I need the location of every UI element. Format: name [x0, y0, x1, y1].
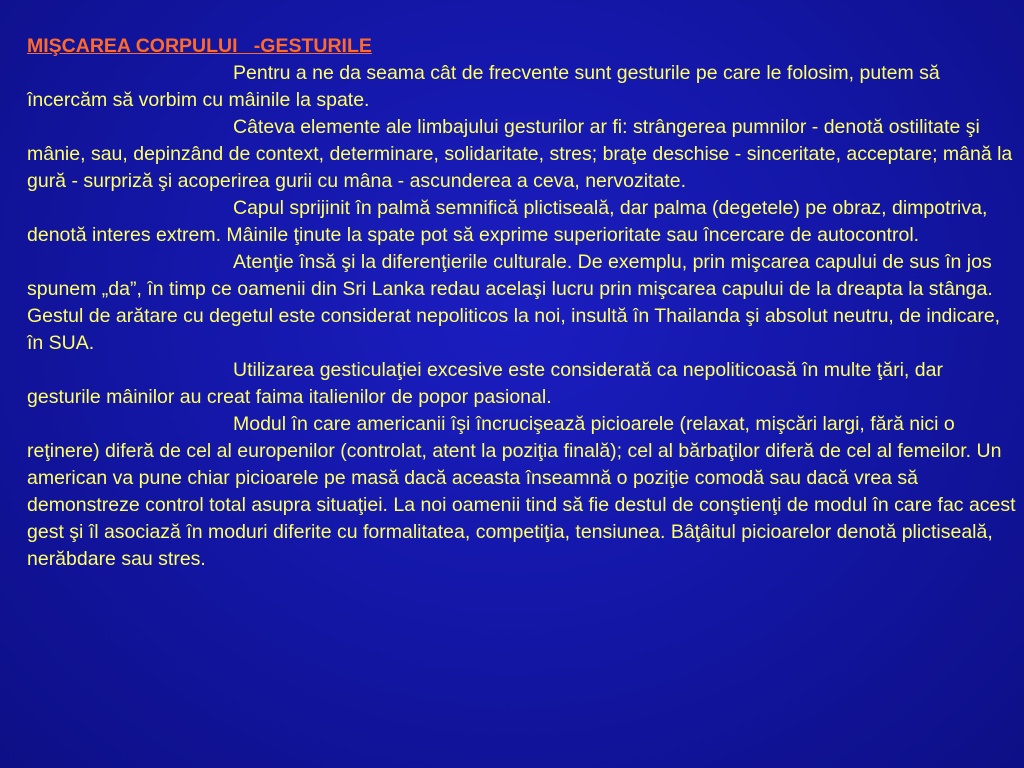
paragraph-6: Modul în care americanii îşi încrucişează picioarele (relaxat, mişcări largi, fără nici o reţinere) diferă de cel al europenilor (controlat, atent la poziţia finală); cel al bărbaţilor diferă de cel al femeilor. Un american va pune chiar picioarele pe masă dacă aceasta înseamnă o poziţie comodă sau dacă vrea să demonstreze control total asupra situaţiei. La noi oamenii tind să fie destul de conştienţi de modul în care fac acest gest şi îl asociază în moduri diferite cu formalitatea, competiţia, tensiunea. Bâţâitul picioarelor denotă plictiseală, nerăbdare sau stres.	[27, 413, 1016, 570]
paragraph-1: Pentru a ne da seama cât de frecvente sunt gesturile pe care le folosim, putem să încercăm să vorbim cu mâinile la spate.	[27, 62, 940, 111]
paragraph-4: Atenţie însă şi la diferenţierile culturale. De exemplu, prin mişcarea capului de sus în jos spunem „da”, în timp ce oamenii din Sri Lanka redau acelaşi lucru prin mişcarea capului de la dreapta la stânga. Gestul de arătare cu degetul este considerat nepoliticos la noi, insultă în Thailanda şi absolut neutru, de indicare, în SUA.	[27, 251, 1001, 354]
paragraph-5: Utilizarea gesticulaţiei excesive este considerată ca nepoliticoasă în multe ţări, dar gesturile mâinilor au creat faima italienilor de popor pasional.	[27, 359, 943, 408]
slide-title: MIŞCAREA CORPULUI -GESTURILE	[27, 35, 372, 57]
slide-content	[27, 33, 1017, 573]
paragraph-2: Câteva elemente ale limbajului gesturilor ar fi: strângerea pumnilor - denotă ostilitate şi mânie, sau, depinzând de context, determinare, solidaritate, stres; braţe deschise - sinceritate, acceptare; mână la gură - surpriză şi acoperirea gurii cu mâna - ascunderea a ceva, nervozitate.	[27, 116, 1013, 192]
paragraph-3: Capul sprijinit în palmă semnifică plictiseală, dar palma (degetele) pe obraz, dimpotriva, denotă interes extrem. Mâinile ţinute la spate pot să exprime superioritate sau încercare de autocontrol.	[27, 197, 988, 246]
